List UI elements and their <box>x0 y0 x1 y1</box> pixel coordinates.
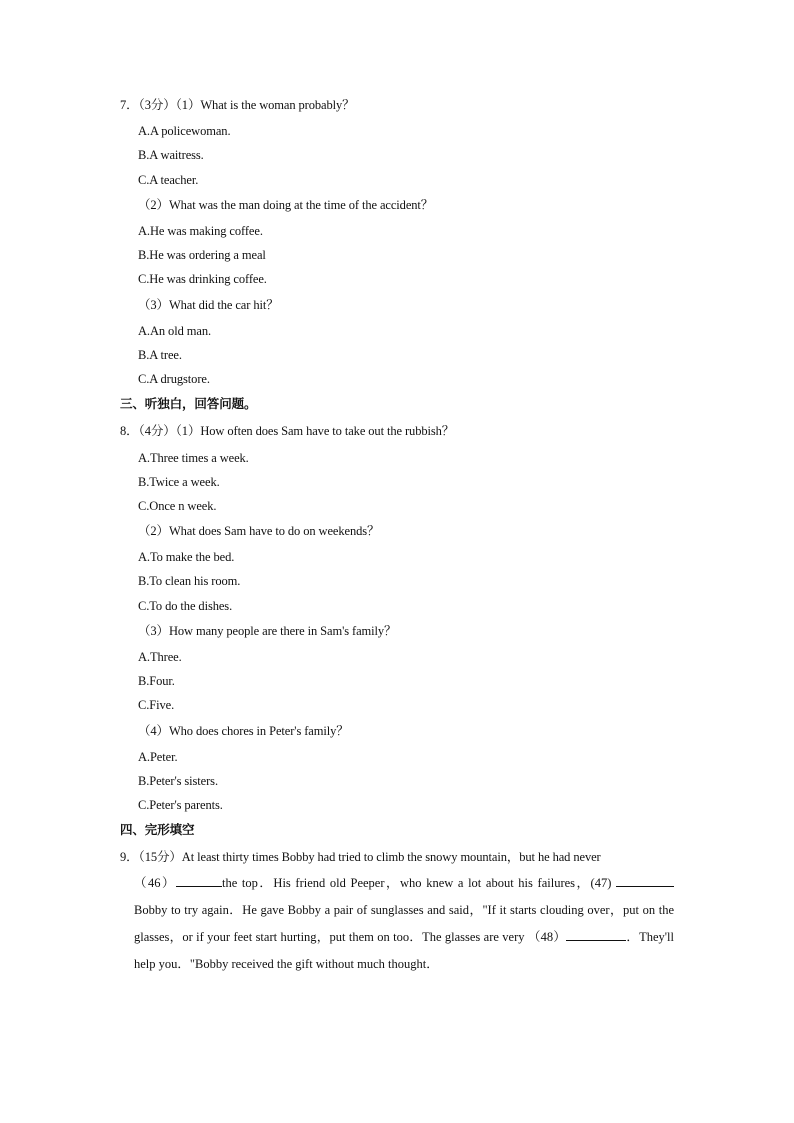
q7-3-option-a: A.An old man. <box>138 324 211 338</box>
q7-1-option-c: C.A teacher. <box>138 173 199 187</box>
q7-2-option-b: B.He was ordering a meal <box>138 248 266 262</box>
blank-46[interactable] <box>176 874 222 887</box>
question-8-stem: 8．（4分）（1）How often does Sam have to take out the rubbish？ <box>120 424 455 438</box>
q7-1-option-b: B.A waitress. <box>138 148 204 162</box>
q8-4-option-a: A.Peter. <box>138 750 178 764</box>
q7-2-stem: （2）What was the man doing at the time of the accident？ <box>138 198 434 212</box>
question-9-stem: 9．（15分）At least thirty times Bobby had tried to climb the snowy mountain，but he had never <box>120 850 601 864</box>
q8-4-stem: （4）Who does chores in Peter's family？ <box>138 724 349 738</box>
q8-3-option-c: C.Five. <box>138 698 175 712</box>
passage-text-3: ．They'll help you．"Bobby received the gift without much thought． <box>134 930 674 971</box>
q8-3-stem: （3）How many people are there in Sam's family？ <box>138 624 397 638</box>
q7-2-option-c: C.He was drinking coffee. <box>138 272 267 286</box>
q8-2-option-c: C.To do the dishes. <box>138 599 233 613</box>
q7-1-option-a: A.A policewoman. <box>138 124 231 138</box>
section-3-heading: 三、听独白，回答问题。 <box>120 396 257 411</box>
q7-3-option-b: B.A tree. <box>138 348 182 362</box>
q7-3-stem: （3）What did the car hit？ <box>138 298 279 312</box>
q8-3-option-b: B.Four. <box>138 674 175 688</box>
passage-text-2: Bobby to try again．He gave Bobby a pair of sunglasses and said，"If it starts clouding over，put on the glasses，or if your feet start hurting，put them on too．The glasses are very <box>134 903 674 944</box>
section-4-heading: 四、完形填空 <box>120 822 195 837</box>
q8-4-option-c: C.Peter's parents. <box>138 798 223 812</box>
q8-2-option-b: B.To clean his room. <box>138 574 241 588</box>
passage-text-1: the top．His friend old Peeper，who knew a lot about his failures，(47) <box>222 876 612 890</box>
blank-47[interactable] <box>616 874 674 887</box>
q8-2-option-a: A.To make the bed. <box>138 550 235 564</box>
question-9-passage <box>134 870 674 978</box>
blank-48-number: （48） <box>527 930 567 944</box>
q8-1-option-b: B.Twice a week. <box>138 475 220 489</box>
q8-1-option-a: A.Three times a week. <box>138 451 249 465</box>
q8-1-option-c: C.Once n week. <box>138 499 217 513</box>
q8-4-option-b: B.Peter's sisters. <box>138 774 218 788</box>
q7-3-option-c: C.A drugstore. <box>138 372 210 386</box>
q8-3-option-a: A.Three. <box>138 650 182 664</box>
question-7-stem: 7．（3分）（1）What is the woman probably？ <box>120 98 355 112</box>
blank-46-number: （46） <box>134 876 177 890</box>
blank-48[interactable] <box>566 928 626 941</box>
q8-2-stem: （2）What does Sam have to do on weekends？ <box>138 524 380 538</box>
q7-2-option-a: A.He was making coffee. <box>138 224 263 238</box>
